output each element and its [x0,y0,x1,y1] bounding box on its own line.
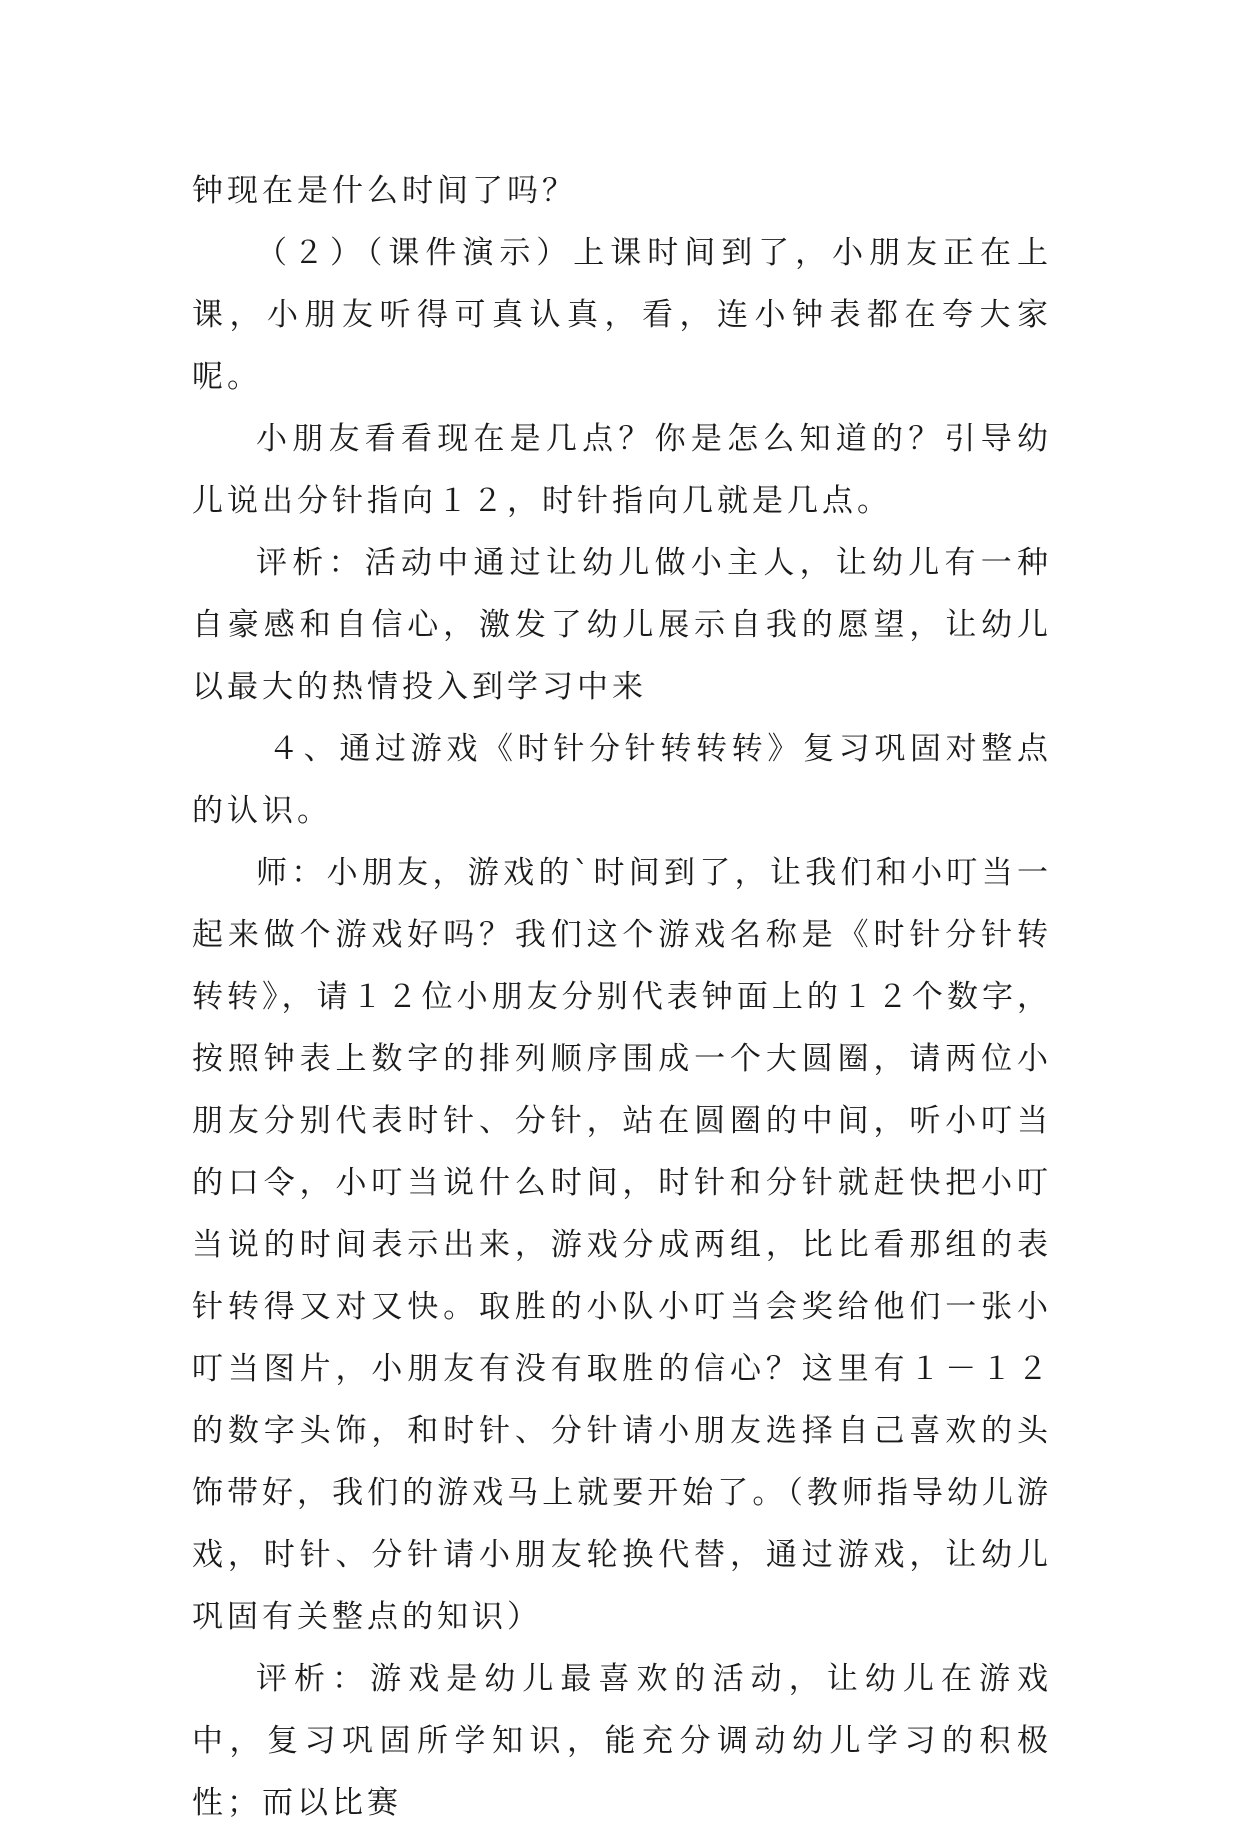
paragraph-step-4: ４、通过游戏《时针分针转转转》复习巩固对整点的认识。 [192,731,1052,829]
paragraph-teacher-game: 师：小朋友，游戏的`时间到了，让我们和小叮当一起来做个游戏好吗？我们这个游戏名称是《时针分针转转转》，请１２位小朋友分别代表钟面上的１２个数字，按照钟表上数字的排列顺序围成一个大圆圈，请两位小朋友分别代表时针、分针，站在圆圈的中间，听小叮当的口令，小叮当说什么时间，时针和分针就赶快把小叮当说的时间表示出来，游戏分成两组，比比看那组的表针转得又对又快。取胜的小队小叮当会奖给他们一张小叮当图片，小朋友有没有取胜的信心？这里有１－１２的数字头饰，和时针、分针请小朋友选择自己喜欢的头饰带好，我们的游戏马上就要开始了。（教师指导幼儿游戏，时针、分针请小朋友轮换代替，通过游戏，让幼儿巩固有关整点的知识） [192,855,1052,1635]
paragraph-analysis-1: 评析：活动中通过让幼儿做小主人，让幼儿有一种自豪感和自信心，激发了幼儿展示自我的愿望，让幼儿以最大的热情投入到学习中来 [192,545,1052,705]
document-body [192,160,1052,1834]
paragraph-continuation: 钟现在是什么时间了吗？ [192,173,577,209]
paragraph-courseware-demo: （２）（课件演示）上课时间到了，小朋友正在上课，小朋友听得可真认真，看，连小钟表都在夸大家呢。 [192,235,1052,395]
paragraph-analysis-2: 评析：游戏是幼儿最喜欢的活动，让幼儿在游戏中，复习巩固所学知识，能充分调动幼儿学习的积极性；而以比赛 [192,1661,1052,1821]
paragraph-what-time: 小朋友看看现在是几点？你是怎么知道的？引导幼儿说出分针指向１２，时针指向几就是几点。 [192,421,1052,519]
